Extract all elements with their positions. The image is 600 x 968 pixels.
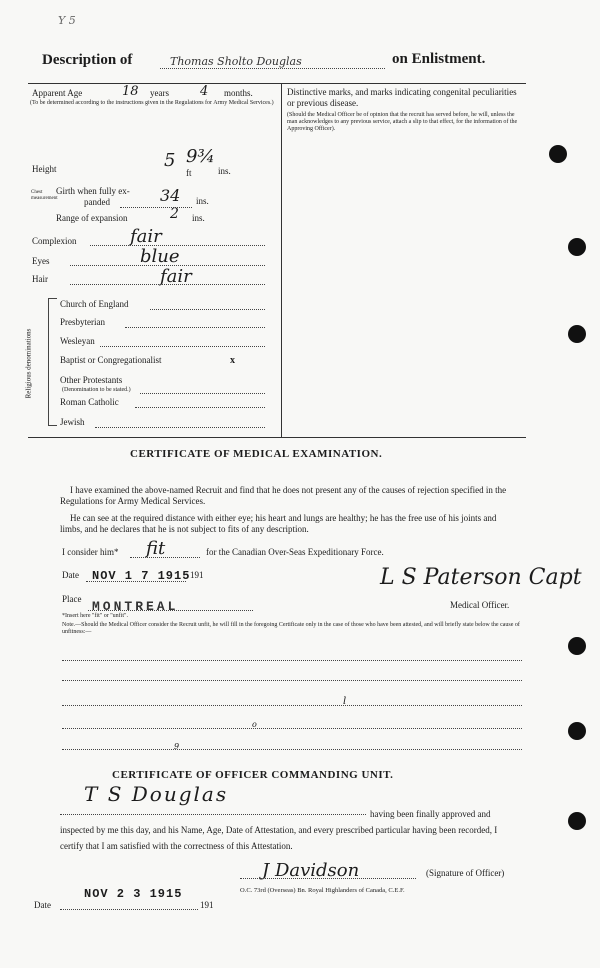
commanding-certificate-title: CERTIFICATE OF OFFICER COMMANDING UNIT. bbox=[112, 769, 394, 781]
medical-place-label: Place bbox=[62, 594, 82, 604]
commanding-date-label: Date bbox=[34, 900, 51, 910]
complexion-label: Complexion bbox=[32, 236, 77, 246]
consider-prefix: I consider him* bbox=[62, 547, 119, 557]
punch-hole bbox=[568, 238, 586, 256]
distinctive-marks-label: Distinctive marks, and marks indicating congenital peculiarities or previous disease. bbox=[287, 87, 517, 108]
religion-wesleyan: Wesleyan bbox=[60, 336, 95, 346]
girth-label-2: panded bbox=[84, 197, 110, 207]
religion-church-of-england: Church of England bbox=[60, 299, 129, 309]
punch-hole bbox=[549, 145, 567, 163]
medical-date-label: Date bbox=[62, 570, 79, 580]
girth-label-1: Girth when fully ex- bbox=[56, 186, 130, 196]
years-label: years bbox=[150, 88, 169, 98]
commanding-date-stamp: NOV 2 3 1915 bbox=[84, 887, 183, 901]
punch-hole bbox=[568, 637, 586, 655]
apparent-age-label: Apparent Age bbox=[32, 88, 83, 98]
religion-baptist-congregationalist: Baptist or Congregationalist bbox=[60, 355, 162, 365]
punch-hole bbox=[568, 812, 586, 830]
religion-mark: x bbox=[230, 355, 235, 366]
ft-label: ft bbox=[186, 168, 192, 178]
header-description-of: Description of bbox=[42, 52, 133, 68]
ins-label: ins. bbox=[218, 166, 231, 176]
religion-jewish: Jewish bbox=[60, 417, 85, 427]
range-label: Range of expansion bbox=[56, 213, 128, 223]
chest-measurement-label: Chest measurement bbox=[31, 190, 58, 201]
range-value: 2 bbox=[170, 206, 179, 222]
age-months: 4 bbox=[200, 84, 209, 99]
header-on-enlistment: on Enlistment. bbox=[392, 51, 486, 67]
medical-para-1: I have examined the above-named Recruit and find that he does not present any of the causes of rejection specified in the Regulations for Army Medical Services. bbox=[60, 485, 507, 506]
medical-date-year-suffix: 191 bbox=[190, 570, 204, 580]
hair-value: fair bbox=[160, 266, 192, 287]
medical-para-2: He can see at the required distance with either eye; his heart and lungs are healthy; he has the free use of his joints and limbs, and he declares that he is not subject to fits of any description. bbox=[60, 513, 497, 534]
blank-mark-1: l bbox=[343, 696, 347, 707]
fit-value: fit bbox=[146, 538, 166, 559]
blank-mark-2: o bbox=[252, 720, 257, 729]
religion-roman-catholic: Roman Catholic bbox=[60, 397, 119, 407]
religion-denomination-note: (Denomination to be stated.) bbox=[62, 387, 131, 393]
range-unit: ins. bbox=[192, 213, 205, 223]
commanding-officer-signature: J Davidson bbox=[262, 860, 360, 881]
recruit-name: Thomas Sholto Douglas bbox=[170, 55, 302, 68]
height-label: Height bbox=[32, 164, 57, 174]
recruit-name-written: T S Douglas bbox=[84, 782, 229, 806]
blank-mark-3: 9 bbox=[174, 742, 180, 751]
commanding-paragraph: having been finally approved and inspected by me this day, and his Name, Age, Date of Attestation, and every prescribed particular having been recorded, I certify that I am satisfied with the correctness of this Attestation. bbox=[60, 809, 498, 851]
girth-value: 34 bbox=[160, 186, 181, 205]
eyes-label: Eyes bbox=[32, 256, 50, 266]
age-note: (To be determined according to the instructions given in the Regulations for Army Medical Services.) bbox=[30, 100, 274, 106]
religion-other-protestants: Other Protestants bbox=[60, 375, 123, 385]
punch-hole bbox=[568, 325, 586, 343]
height-inches: 9¾ bbox=[186, 146, 215, 167]
corner-marks: Y 5 bbox=[58, 14, 76, 27]
distinctive-marks-note: (Should the Medical Officer be of opinion that the recruit has served before, he will, unless the man acknowledges to any previous service, attach a slip to that effect, for the information of the Approving Officer). bbox=[287, 112, 518, 132]
girth-unit: ins. bbox=[196, 196, 209, 206]
hair-label: Hair bbox=[32, 274, 48, 284]
medical-place-stamp: MONTREAL bbox=[92, 599, 179, 614]
signature-of-officer-label: (Signature of Officer) bbox=[426, 868, 505, 878]
medical-officer-signature: L S Paterson Capt bbox=[380, 565, 582, 590]
medical-date-stamp: NOV 1 7 1915 bbox=[92, 569, 191, 583]
eyes-value: blue bbox=[140, 246, 180, 267]
fit-footnote: *Insert here "fit" or "unfit". bbox=[62, 613, 128, 619]
commanding-date-year-suffix: 191 bbox=[200, 900, 214, 910]
religion-presbyterian: Presbyterian bbox=[60, 317, 105, 327]
religious-denominations-label: Religious denominations bbox=[24, 328, 33, 399]
complexion-value: fair bbox=[130, 226, 162, 247]
consider-suffix: for the Canadian Over-Seas Expeditionary Force. bbox=[206, 547, 384, 557]
commanding-unit-line: O.C. 73rd (Overseas) Bn. Royal Highlanders of Canada, C.E.F. bbox=[240, 887, 405, 894]
punch-hole bbox=[568, 722, 586, 740]
height-feet: 5 bbox=[164, 150, 176, 171]
medical-officer-label: Medical Officer. bbox=[450, 600, 510, 610]
age-years: 18 bbox=[122, 84, 139, 99]
medical-note: Note.—Should the Medical Officer consider the Recruit unfit, he will fill in the foregoing Certificate only in the case of those who have been attested, and will briefly state below the cause of unfitness:— bbox=[62, 622, 520, 635]
months-label: months. bbox=[224, 88, 253, 98]
medical-certificate-title: CERTIFICATE OF MEDICAL EXAMINATION. bbox=[130, 448, 383, 460]
